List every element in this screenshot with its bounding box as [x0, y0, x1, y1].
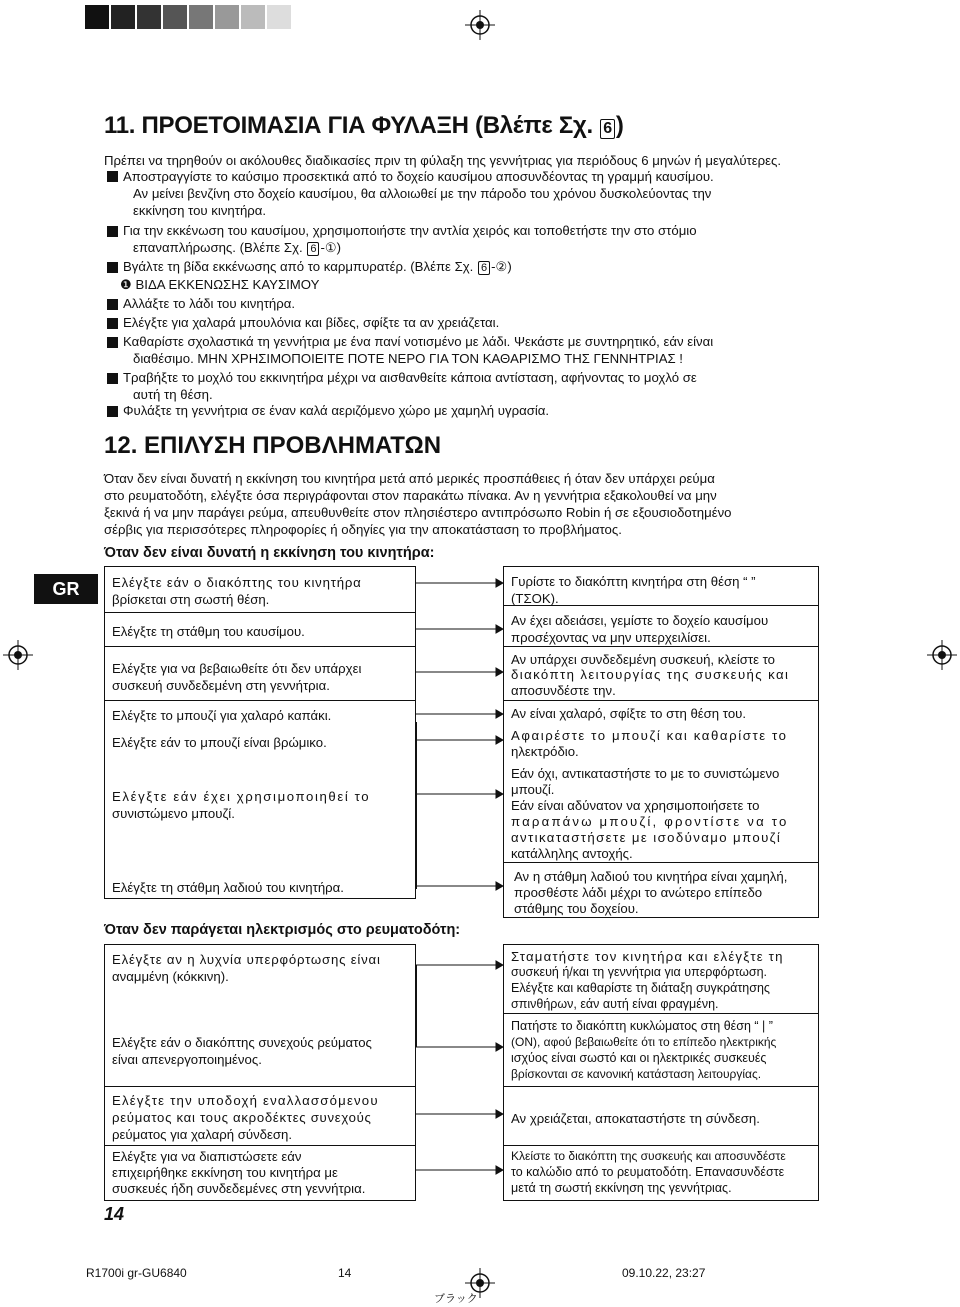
footer-page: 14: [338, 1266, 352, 1280]
table1-left-box: [104, 566, 416, 899]
table1-heading: Όταν δεν είναι δυνατή η εκκίνηση του κινητήρα:: [104, 545, 435, 561]
crosshair-icon: [465, 10, 495, 40]
bullet: [107, 171, 118, 182]
section-11-title: 11. ΠΡΟΕΤΟΙΜΑΣΙΑ ΓΙΑ ΦΥΛΑΞΗ (Βλέπε Σχ. 6 ): [104, 112, 624, 139]
bullet: [107, 406, 118, 417]
crosshair-icon: [927, 640, 957, 670]
crosshair-icon: [3, 640, 33, 670]
footer-file: R1700i gr-GU6840: [86, 1266, 187, 1280]
connector-arrows: [416, 944, 504, 1204]
footer-timestamp: 09.10.22, 23:27: [622, 1266, 706, 1280]
section-12-title: 12. ΕΠΙΛΥΣΗ ΠΡΟΒΛΗΜΑΤΩΝ: [104, 432, 442, 459]
footer-color: ブラック: [434, 1293, 478, 1305]
page-number: 14: [104, 1204, 125, 1224]
storage-intro: Πρέπει να τηρηθούν οι ακόλουθες διαδικασίες πριν τη φύλαξη της γεννήτριας για περιόδους 6 μηνών ή μεγαλύτερες.: [104, 153, 782, 168]
bullet: [107, 373, 118, 384]
language-tab: GR: [34, 574, 98, 604]
drain-screw-label: ❶ ΒΙΔΑ ΕΚΚΕΝΩΣΗΣ ΚΑΥΣΙΜΟΥ: [120, 277, 320, 292]
bullet: [107, 226, 118, 237]
connector-arrows: [416, 566, 504, 906]
table2-heading: Όταν δεν παράγεται ηλεκτρισμός στο ρευματοδότη:: [104, 922, 461, 938]
bullet: [107, 299, 118, 310]
registration-bar: [85, 0, 325, 36]
bullet: [107, 337, 118, 348]
bullet: [107, 262, 118, 273]
bullet: [107, 318, 118, 329]
